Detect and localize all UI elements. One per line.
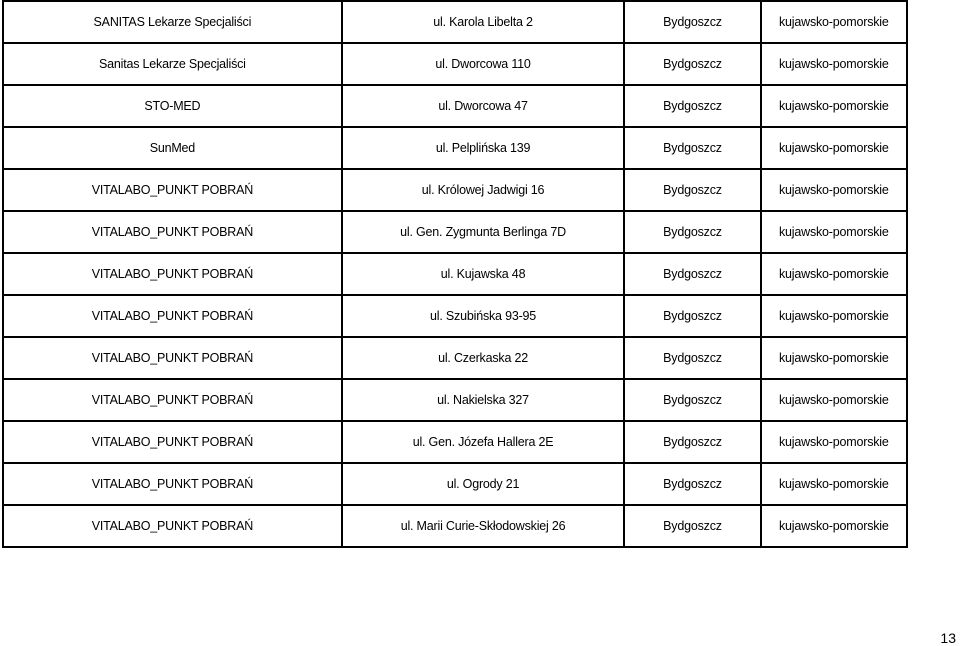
table-row xyxy=(3,127,907,169)
address-cell: ul. Kujawska 48 xyxy=(342,253,625,295)
address-cell: ul. Czerkaska 22 xyxy=(342,337,625,379)
table-row xyxy=(3,421,907,463)
region-cell: kujawsko-pomorskie xyxy=(761,211,907,253)
facility-name-cell: VITALABO_PUNKT POBRAŃ xyxy=(3,169,342,211)
table-row xyxy=(3,85,907,127)
city-cell: Bydgoszcz xyxy=(624,337,760,379)
table-row xyxy=(3,463,907,505)
city-cell: Bydgoszcz xyxy=(624,379,760,421)
city-cell: Bydgoszcz xyxy=(624,505,760,547)
facility-name-cell: SANITAS Lekarze Specjaliści xyxy=(3,1,342,43)
region-cell: kujawsko-pomorskie xyxy=(761,43,907,85)
facility-name-cell: Sanitas Lekarze Specjaliści xyxy=(3,43,342,85)
facility-name-cell: VITALABO_PUNKT POBRAŃ xyxy=(3,337,342,379)
region-cell: kujawsko-pomorskie xyxy=(761,1,907,43)
region-cell: kujawsko-pomorskie xyxy=(761,379,907,421)
city-cell: Bydgoszcz xyxy=(624,43,760,85)
city-cell: Bydgoszcz xyxy=(624,1,760,43)
address-cell: ul. Nakielska 327 xyxy=(342,379,625,421)
table-row xyxy=(3,337,907,379)
address-cell: ul. Ogrody 21 xyxy=(342,463,625,505)
city-cell: Bydgoszcz xyxy=(624,295,760,337)
city-cell: Bydgoszcz xyxy=(624,169,760,211)
facility-name-cell: STO-MED xyxy=(3,85,342,127)
page-number: 13 xyxy=(940,630,956,646)
address-cell: ul. Gen. Józefa Hallera 2E xyxy=(342,421,625,463)
region-cell: kujawsko-pomorskie xyxy=(761,463,907,505)
region-cell: kujawsko-pomorskie xyxy=(761,505,907,547)
facility-name-cell: VITALABO_PUNKT POBRAŃ xyxy=(3,505,342,547)
address-cell: ul. Karola Libelta 2 xyxy=(342,1,625,43)
facility-name-cell: VITALABO_PUNKT POBRAŃ xyxy=(3,295,342,337)
address-cell: ul. Szubińska 93-95 xyxy=(342,295,625,337)
city-cell: Bydgoszcz xyxy=(624,127,760,169)
region-cell: kujawsko-pomorskie xyxy=(761,295,907,337)
city-cell: Bydgoszcz xyxy=(624,421,760,463)
locations-table xyxy=(2,0,908,548)
city-cell: Bydgoszcz xyxy=(624,463,760,505)
table-row xyxy=(3,43,907,85)
address-cell: ul. Dworcowa 47 xyxy=(342,85,625,127)
table-row xyxy=(3,211,907,253)
address-cell: ul. Pelplińska 139 xyxy=(342,127,625,169)
table-row xyxy=(3,169,907,211)
table-row xyxy=(3,505,907,547)
locations-table-body xyxy=(3,1,907,547)
region-cell: kujawsko-pomorskie xyxy=(761,85,907,127)
facility-name-cell: VITALABO_PUNKT POBRAŃ xyxy=(3,253,342,295)
region-cell: kujawsko-pomorskie xyxy=(761,253,907,295)
table-row xyxy=(3,1,907,43)
region-cell: kujawsko-pomorskie xyxy=(761,421,907,463)
address-cell: ul. Dworcowa 110 xyxy=(342,43,625,85)
facility-name-cell: VITALABO_PUNKT POBRAŃ xyxy=(3,211,342,253)
region-cell: kujawsko-pomorskie xyxy=(761,127,907,169)
region-cell: kujawsko-pomorskie xyxy=(761,337,907,379)
city-cell: Bydgoszcz xyxy=(624,253,760,295)
facility-name-cell: VITALABO_PUNKT POBRAŃ xyxy=(3,463,342,505)
table-row xyxy=(3,379,907,421)
city-cell: Bydgoszcz xyxy=(624,85,760,127)
city-cell: Bydgoszcz xyxy=(624,211,760,253)
address-cell: ul. Królowej Jadwigi 16 xyxy=(342,169,625,211)
facility-name-cell: SunMed xyxy=(3,127,342,169)
region-cell: kujawsko-pomorskie xyxy=(761,169,907,211)
address-cell: ul. Gen. Zygmunta Berlinga 7D xyxy=(342,211,625,253)
facility-name-cell: VITALABO_PUNKT POBRAŃ xyxy=(3,421,342,463)
table-row xyxy=(3,253,907,295)
facility-name-cell: VITALABO_PUNKT POBRAŃ xyxy=(3,379,342,421)
address-cell: ul. Marii Curie-Skłodowskiej 26 xyxy=(342,505,625,547)
table-row xyxy=(3,295,907,337)
